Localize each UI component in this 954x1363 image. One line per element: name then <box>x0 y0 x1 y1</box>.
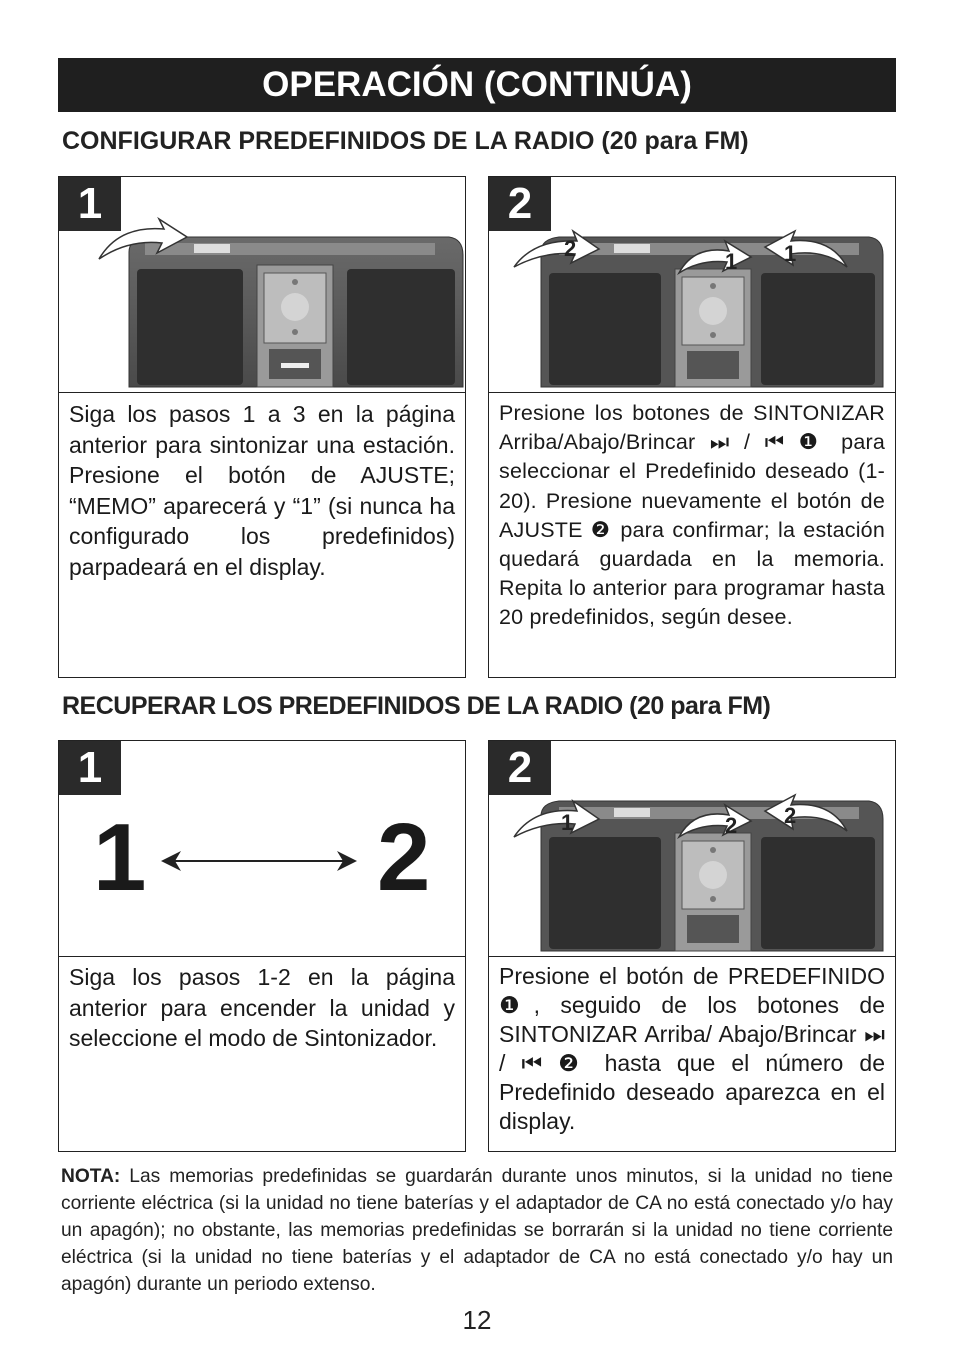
step-instructions: Presione los botones de SINTONIZAR Arriba/Abajo/Brincar ⏭ / ⏮ ❶ para seleccionar el Predefinido deseado (1-20). Presione nuevamente el botón de AJUSTE ❷ para confirmar; la estación quedará guardada en la memoria. Repita lo anterior para programar hasta 20 predefinidos, según desee. <box>499 401 885 630</box>
step-number-badge: 1 <box>59 177 121 231</box>
illustration-radio <box>489 177 895 393</box>
step-number-badge: 2 <box>489 741 551 795</box>
step-instructions: Siga los pasos 1-2 en la página anterior para encender la unidad y seleccione el modo de Sintonizador. <box>69 964 455 1051</box>
to-step-number: 2 <box>377 804 431 911</box>
illustration-steps <box>59 741 465 957</box>
note-label: NOTA: <box>61 1166 121 1187</box>
step-box-recall-2 <box>488 740 896 1152</box>
from-step-number: 1 <box>93 804 147 911</box>
callout-label: 2 <box>725 813 738 838</box>
step-box-configure-1 <box>58 176 466 678</box>
step-number-badge: 2 <box>489 177 551 231</box>
callout-label: 1 <box>725 249 738 274</box>
section-title-configure: CONFIGURAR PREDEFINIDOS DE LA RADIO (20 para FM) <box>62 127 749 155</box>
note-paragraph <box>61 1163 893 1298</box>
callout-label: 1 <box>784 241 797 266</box>
callout-label: 1 <box>561 810 574 835</box>
step-number-badge: 1 <box>59 741 121 795</box>
section-title-recall: RECUPERAR LOS PREDEFINIDOS DE LA RADIO (20 para FM) <box>62 692 771 720</box>
step-instructions: Siga los pasos 1 a 3 en la página anterior para sintonizar una estación. Presione el botón de AJUSTE; “MEMO” aparecerá y “1” (si nunca ha configurado los predefinidos) parpadeará en el display. <box>69 401 455 580</box>
callout-label: 2 <box>564 236 577 261</box>
page-number: 12 <box>462 1305 492 1335</box>
step-box-configure-2 <box>488 176 896 678</box>
illustration-radio <box>59 177 465 393</box>
note-text: Las memorias predefinidas se guardarán durante unos minutos, si la unidad no tiene corriente eléctrica (si la unidad no tiene baterías y el adaptador de CA no está conectado y/o hay un apagón); no obstante, las memorias predefinidas se borrarán si la unidad no tiene corriente eléctrica (si la unidad no tiene baterías y el adaptador de CA no está conectado y/o hay un apagón) durante un periodo extenso. <box>61 1166 893 1295</box>
callout-label: 2 <box>784 803 797 828</box>
step-instructions: Presione el botón de PREDEFINIDO ❶, seguido de los botones de SINTONIZAR Arriba/ Abajo/Brincar ⏭ / ⏮ ❷ hasta que el número de Predefinido deseado aparezca en el display. <box>499 963 885 1134</box>
illustration-radio <box>489 741 895 957</box>
double-arrow-icon <box>159 849 359 873</box>
page-title: OPERACIÓN (CONTINÚA) <box>58 58 896 112</box>
step-box-recall-1 <box>58 740 466 1152</box>
